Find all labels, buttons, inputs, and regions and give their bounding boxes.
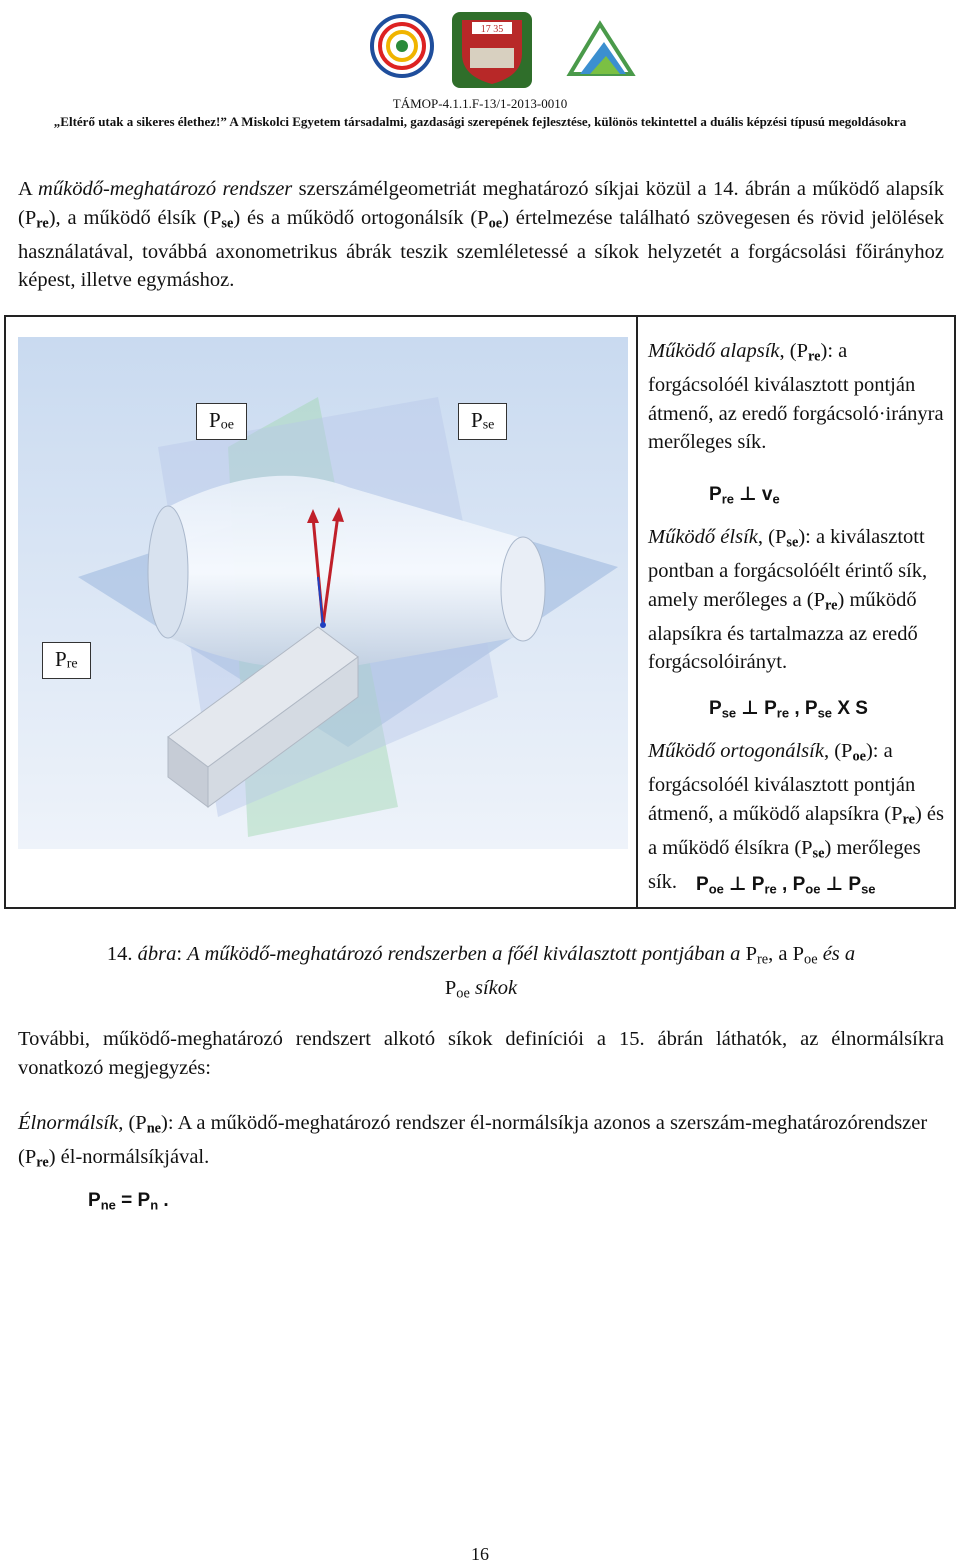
subscript: re	[36, 1154, 49, 1171]
label-poe	[196, 403, 247, 440]
text: A	[18, 178, 39, 200]
subscript: oe	[456, 985, 470, 1002]
text: , (P	[779, 340, 809, 362]
text: , (P	[757, 526, 787, 548]
text: ): a kiválasztott pontban a forgácsolóélt érintő sík, amely merőleges a (P	[648, 526, 928, 611]
university-crest-logo	[452, 12, 532, 88]
text: ⊥ P	[820, 874, 862, 895]
subscript: re	[764, 881, 777, 897]
subscript: oe	[852, 748, 866, 765]
text: P	[88, 1190, 101, 1211]
text: ⊥ P	[736, 698, 777, 719]
subscript: se	[817, 705, 833, 721]
subscript: oe	[804, 951, 818, 968]
def-title: Működő ortogonálsík	[648, 740, 824, 762]
text: P	[709, 698, 722, 719]
subscript: se	[721, 705, 737, 721]
subscript: se	[786, 534, 799, 551]
text: ⊥ v	[733, 484, 773, 505]
formula-pne	[88, 1190, 169, 1212]
figure-divider	[636, 317, 638, 907]
text: szerszámélgeometriát meghatározó síkjai közül a 14. ábrán a működő alapsík (P	[18, 178, 944, 229]
text: ) működő alapsíkra és tartalmazza az eredő forgácsolóirányt.	[648, 588, 918, 674]
text: , P	[776, 874, 806, 895]
subscript: se	[861, 881, 876, 897]
cylinder-face	[148, 506, 188, 638]
subscript: oe	[708, 881, 724, 897]
text: X S	[832, 698, 868, 719]
text: ) értelmezése található szövegesen és rövid jelölések használatával, továbbá axonometrikus ábrák teszik szemléletessé a síkok helyzetét a forgácsolási főirányhoz képest, illetve egymáshoz.	[18, 206, 944, 292]
logos-svg	[0, 8, 960, 96]
text: ) és a működő ortogonálsík (P	[233, 206, 489, 229]
text: ábra	[137, 943, 177, 965]
text: P	[444, 977, 457, 1000]
text: ): a forgácsolóél kiválasztott pontján átmenő, a működő alapsíkra (P	[648, 740, 916, 825]
formula-pre	[709, 483, 780, 506]
subscript: se	[221, 215, 234, 232]
def-title: Működő alapsík	[648, 340, 780, 362]
label-pre	[42, 642, 91, 679]
project-title: „Eltérő utak a sikeres élethez!” A Miskolci Egyetem társadalmi, gazdasági szerepének fejlesztése, különös tekintettel a duális képzési típusú megoldásokra	[53, 114, 907, 129]
text: ) és a működő élsíkra (P	[648, 802, 944, 859]
page-number: 16	[471, 1544, 489, 1564]
paragraph-2: További, működő-meghatározó rendszert alkotó síkok definíciói a 15. ábrán láthatók, az élnormálsíkra vonatkozó megjegyzés:	[18, 1028, 944, 1079]
label-text: P	[209, 408, 221, 432]
subscript: oe	[805, 881, 821, 897]
figure-box	[4, 315, 956, 909]
subscript: re	[808, 348, 821, 365]
ring-logo	[372, 16, 432, 76]
subscript: ne	[100, 1197, 116, 1213]
intro-paragraph	[18, 175, 944, 295]
subscript: re	[902, 811, 915, 828]
text: ⊥ P	[723, 874, 765, 895]
text: P	[792, 943, 805, 965]
axonometric-illustration	[18, 337, 628, 849]
label-text: P	[55, 647, 67, 671]
text: , P	[789, 698, 818, 719]
subscript: e	[772, 491, 780, 507]
label-sub: oe	[220, 417, 234, 433]
text: ), a működő élsík (P	[48, 206, 222, 229]
formula-pse	[709, 697, 868, 720]
text: P	[696, 874, 709, 895]
text: A működő-meghatározó rendszerben a főél kiválasztott pontjában a	[187, 943, 746, 965]
text: ) él-normálsíkjával.	[48, 1146, 210, 1169]
text: 14.	[106, 943, 138, 965]
label-sub: re	[66, 656, 78, 672]
label-sub: se	[482, 417, 495, 433]
text: síkok	[469, 977, 518, 1000]
subscript: re	[776, 705, 790, 721]
subscript: n	[150, 1197, 159, 1213]
text: ) merőleges sík.	[648, 836, 921, 893]
subscript: re	[756, 951, 769, 968]
header-logos	[0, 8, 960, 96]
project-code: TÁMOP-4.1.1.F-13/1-2013-0010	[392, 96, 568, 111]
text: ): a forgácsolóél kiválasztott pontján átmenő, az eredő forgácsoló·irányra merőleges sík.	[648, 340, 944, 454]
definition-pre	[648, 337, 953, 457]
crest-years: 17 35	[480, 24, 504, 35]
def-title: Élnormálsík	[18, 1112, 119, 1134]
text: P	[709, 484, 722, 505]
text: P	[745, 943, 757, 965]
text: = P	[115, 1190, 151, 1211]
subscript: oe	[488, 215, 503, 232]
subscript: re	[36, 215, 49, 232]
def-title: Működő élsík	[648, 526, 758, 548]
text: , a	[768, 943, 793, 965]
text: , (P	[823, 740, 853, 762]
cylinder-end	[501, 537, 545, 641]
label-pse	[458, 403, 507, 440]
selected-point	[320, 622, 326, 628]
text: .	[158, 1190, 169, 1211]
mountain-triangle-logo	[570, 24, 632, 74]
text: és a	[817, 943, 856, 965]
text: ): A a működő-meghatározó rendszer él-normálsíkja azonos a szerszám-meghatározórendszer (P	[18, 1112, 928, 1169]
formula-poe	[696, 873, 876, 896]
subscript: ne	[146, 1120, 162, 1137]
figure-caption	[18, 940, 944, 1008]
label-text: P	[471, 408, 483, 432]
subscript: re	[825, 597, 838, 614]
italic-term: működő-meghatározó rendszer	[38, 178, 293, 200]
definition-pse	[648, 523, 953, 677]
subscript: se	[812, 845, 825, 862]
subscript: re	[721, 491, 734, 507]
text: , (P	[118, 1112, 147, 1134]
text: :	[176, 943, 188, 965]
paragraph-3	[18, 1109, 944, 1177]
